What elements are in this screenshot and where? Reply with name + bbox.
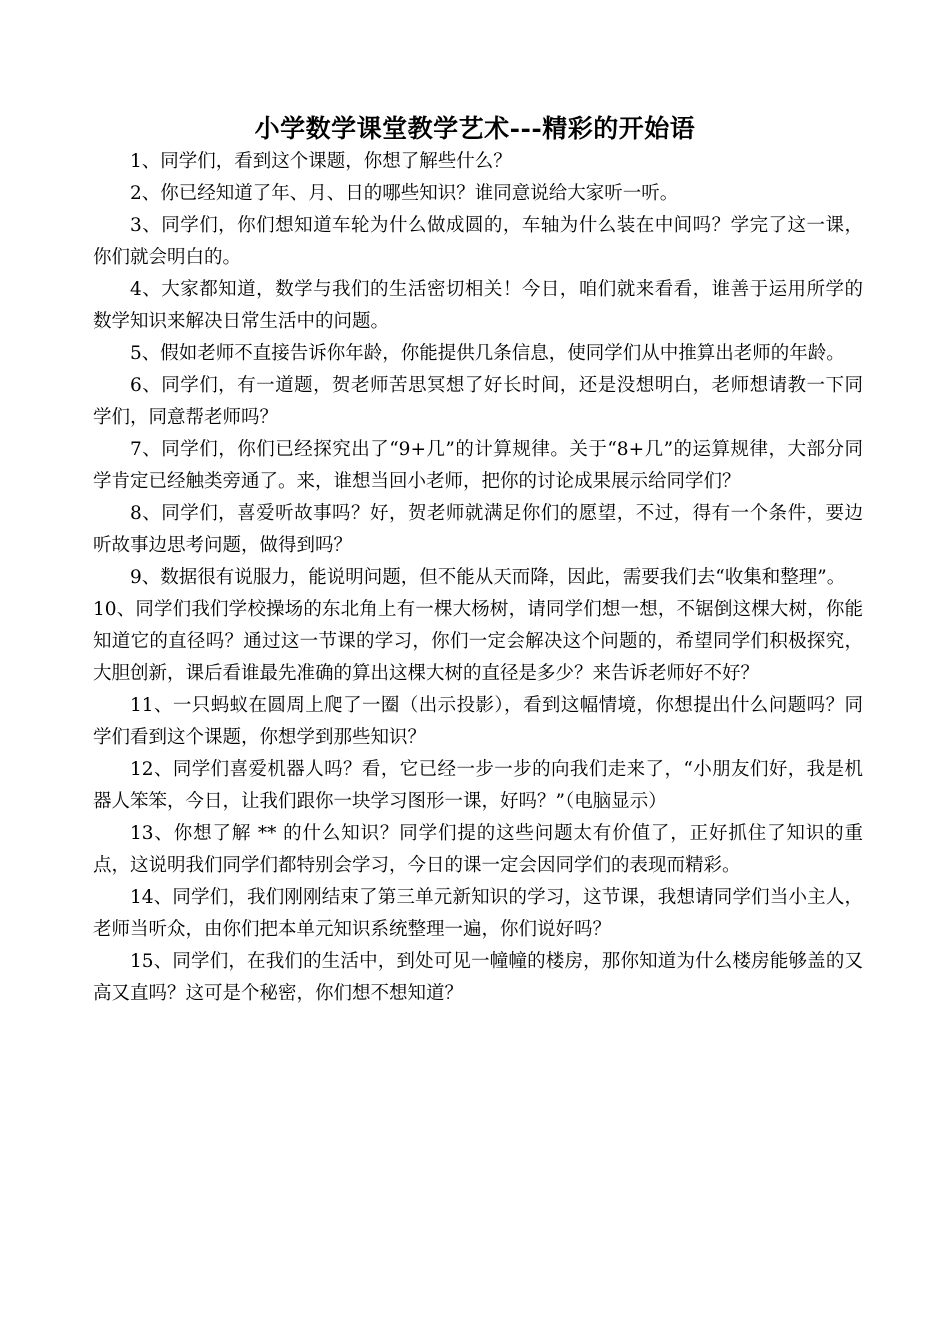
paragraph-13: 13、你想了解 ** 的什么知识？同学们提的这些问题太有价值了，正好抓住了知识的重点，这说明我们同学们都特别会学习，今日的课一定会因同学们的表现而精彩。 [93, 823, 863, 876]
document-title: 小学数学课堂教学艺术---精彩的开始语 [254, 114, 696, 143]
paragraph-15: 15、同学们，在我们的生活中，到处可见一幢幢的楼房，那你知道为什么楼房能够盖的又高又直吗？这可是个秘密，你们想不想知道？ [93, 951, 863, 1004]
paragraph-11: 11、一只蚂蚁在圆周上爬了一圈（出示投影），看到这幅情境，你想提出什么问题吗？同学们看到这个课题，你想学到那些知识？ [93, 695, 863, 748]
paragraph-10: 10、同学们我们学校操场的东北角上有一棵大杨树，请同学们想一想，不锯倒这棵大树，你能知道它的直径吗？通过这一节课的学习，你们一定会解决这个问题的，希望同学们积极探究，大胆创新，课后看谁最先准确的算出这棵大树的直径是多少？来告诉老师好不好？ [93, 599, 863, 684]
paragraph-4: 4、大家都知道，数学与我们的生活密切相关！今日，咱们就来看看，谁善于运用所学的数学知识来解决日常生活中的问题。 [93, 279, 863, 332]
paragraph-3: 3、同学们，你们想知道车轮为什么做成圆的，车轴为什么装在中间吗？学完了这一课，你们就会明白的。 [93, 215, 863, 268]
paragraph-6: 6、同学们，有一道题，贺老师苦思冥想了好长时间，还是没想明白，老师想请教一下同学们，同意帮老师吗？ [93, 375, 863, 428]
paragraph-8: 8、同学们，喜爱听故事吗？好，贺老师就满足你们的愿望，不过，得有一个条件，要边听故事边思考问题，做得到吗？ [93, 503, 863, 556]
paragraph-12: 12、同学们喜爱机器人吗？看，它已经一步一步的向我们走来了，“小朋友们好，我是机器人笨笨，今日，让我们跟你一块学习图形一课，好吗？”（电脑显示） [93, 759, 863, 812]
paragraph-1: 1、同学们，看到这个课题，你想了解些什么？ [130, 151, 512, 172]
document-body [93, 146, 863, 1010]
paragraph-2: 2、你已经知道了年、月、日的哪些知识？谁同意说给大家听一听。 [130, 183, 679, 204]
paragraph-5: 5、假如老师不直接告诉你年龄，你能提供几条信息，使同学们从中推算出老师的年龄。 [130, 343, 845, 364]
paragraph-7: 7、同学们，你们已经探究出了“9+几”的计算规律。关于“8+几”的运算规律，大部分同学肯定已经触类旁通了。来，谁想当回小老师，把你的讨论成果展示给同学们？ [93, 439, 863, 492]
paragraph-9: 9、数据很有说服力，能说明问题，但不能从天而降，因此，需要我们去“收集和整理”。 [130, 567, 846, 588]
paragraph-14: 14、同学们，我们刚刚结束了第三单元新知识的学习，这节课，我想请同学们当小主人，老师当听众，由你们把本单元知识系统整理一遍，你们说好吗？ [93, 887, 863, 940]
